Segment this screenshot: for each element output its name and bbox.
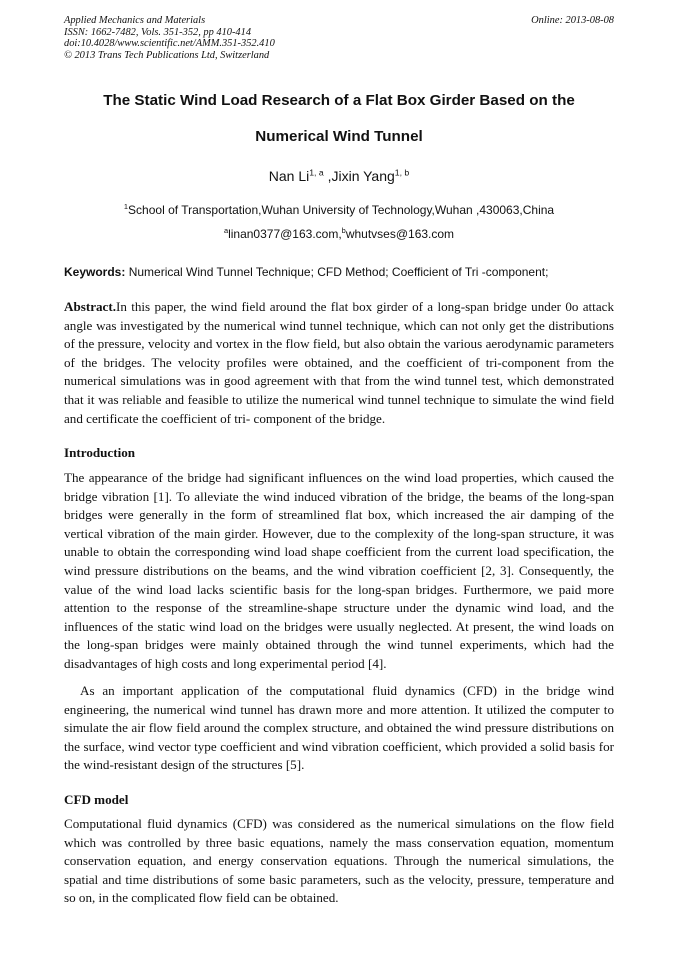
affiliation-marker: 1 [123, 202, 129, 211]
cfd-model-heading: CFD model [64, 792, 129, 807]
introduction-heading: Introduction [64, 445, 136, 460]
abstract [64, 298, 614, 428]
doi-line: doi:10.4028/www.scientific.net/AMM.351-352.410 [64, 38, 275, 49]
journal-name: Applied Mechanics and Materials [64, 15, 206, 26]
author-1: Nan Li [268, 168, 310, 184]
abstract-text: In this paper, the wind field around the flat box girder of a long-span bridge under 0o attack angle was investigated by the numerical wind tunnel technique, which can not only get the distributions of the pressure, velocity and vortex in the flow field, but also obtain the various aerodynamic parameters of the bridges. The velocity profiles were obtained, and the coefficient of tri-component from the numerical simulations was in good agreement with that from the wind tunnel test, which demonstrated that it was reliable and feasible to utilize the numerical wind tunnel technique to simulate the wind field and certificate the coefficient of tri- component of the bridge. [64, 299, 614, 426]
issn-line: ISSN: 1662-7482, Vols. 351-352, pp 410-414 [64, 26, 252, 38]
authors [0, 168, 678, 184]
email-a: linan0377@163.com, [228, 227, 342, 241]
author-2-affil: 1, b [394, 167, 410, 178]
abstract-label: Abstract. [64, 299, 116, 314]
introduction-paragraph-2: As an important application of the computational fluid dynamics (CFD) in the bridge wind engineering, the numerical wind tunnel has drawn more and more attention. It utilized the computer to simulate the air flow field around the complex structure, and obtained the wind pressure distributions on the surface, wind vector type coefficient and wind vibration coefficient, which provided a solid basis for the wind-resistant design of the structures [5]. [64, 683, 614, 773]
emails [0, 227, 678, 241]
author-2: Jixin Yang [331, 168, 395, 184]
paper-title-line-1: The Static Wind Load Research of a Flat Box Girder Based on the [103, 92, 575, 109]
author-separator: , [323, 168, 332, 184]
copyright-line: © 2013 Trans Tech Publications Ltd, Switzerland [64, 49, 270, 61]
introduction-paragraph-1: The appearance of the bridge had significant influences on the wind load properties, which caused the bridge vibration [1]. To alleviate the wind induced vibration of the bridge, the beams of the long-span bridges were generally in the form of streamlined flat box, which increased the air damping of the vertical vibration of the main girder. However, due to the complexity of the long-span structure, it was unable to obtain the corresponding wind load shape coefficient from the current load specification, the wind pressure distributions on the beams, and the wind vibration coefficient [2, 3]. Consequently, the value of the wind load lacks scientific basis for the long-span bridges. Furthermore, we paid more attention to the response of the streamline-shape structure under the dynamic wind load, and the influences of the static wind load on the bridges were usually neglected. At present, the wind loads on the long-span bridges were mainly obtained through the wind tunnel experiments, which had the disadvantages of high costs and long experimental period [4]. [64, 470, 614, 671]
keywords [64, 265, 624, 279]
email-a-marker: a [223, 226, 229, 235]
keywords-text: Numerical Wind Tunnel Technique; CFD Method; Coefficient of Tri -component; [125, 265, 549, 279]
cfd-model-paragraph: Computational fluid dynamics (CFD) was considered as the numerical simulations on the flow field which was controlled by three basic equations, namely the mass conservation equation, momentum conservation equation, and energy conservation equations. Through the numerical simulations, the spatial and time distributions of some basic parameters, such as the velocity, pressure, temperature and so on, in the complicated flow field can be obtained. [64, 816, 614, 906]
author-1-affil: 1, a [309, 167, 324, 178]
email-b: whutvses@163.com [345, 227, 455, 241]
email-b-marker: b [341, 226, 346, 235]
paper-title-line-2: Numerical Wind Tunnel [255, 128, 423, 145]
journal-header [64, 15, 614, 61]
affiliation [0, 203, 678, 217]
affiliation-text: School of Transportation,Wuhan University of Technology,Wuhan ,430063,China [128, 203, 555, 217]
online-date: Online: 2013-08-08 [531, 15, 614, 26]
keywords-label: Keywords: [64, 265, 126, 279]
